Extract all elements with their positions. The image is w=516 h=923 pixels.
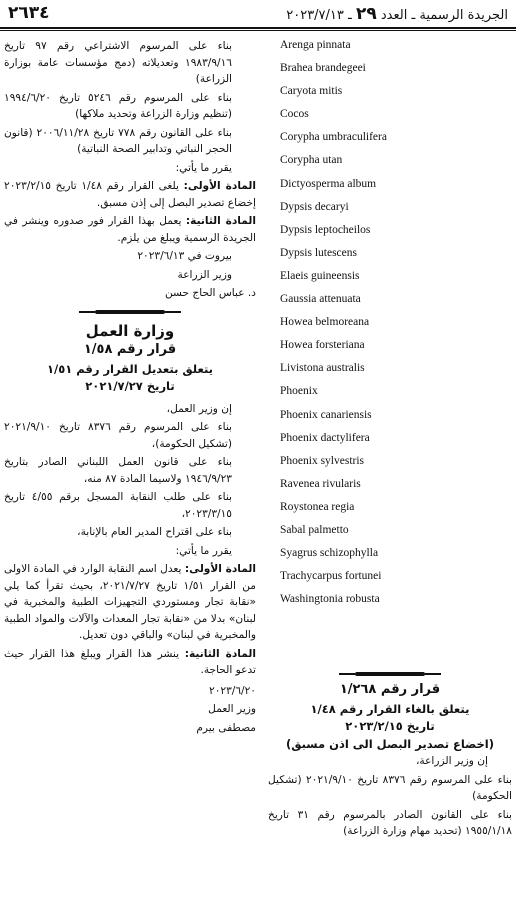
signatory-name: مصطفى بيرم (196, 721, 256, 734)
agri-decree-268 (268, 666, 512, 842)
article-2 (4, 646, 256, 679)
signatory-title: وزير العمل (208, 703, 256, 715)
species-item: Livistona australis (280, 362, 365, 375)
species-item: Corypha umbraculifera (280, 131, 387, 144)
header-rule (0, 27, 516, 29)
page-number: ٢٦٣٤ (8, 3, 50, 23)
species-item: Roystonea regia (280, 500, 355, 513)
article-text: يعدل اسم النقابة الوارد في المادة الاولى من القرار ١/٥١ تاريخ ٢٠٢١/٧/٢٧، بحيث تقرأ كما يلي «نقابة تجار ومستوردي التجهيزات الطبية والمخبرية في لبنان» بدلا من «نقابة تجار المعدات والآلات والمواد الطبية والمخبرية في لبنان» والباقي دون تعديل. (4, 563, 256, 641)
decree-subject: يتعلق بالغاء القرار رقم ١/٤٨ (310, 701, 470, 716)
decree-number: قرار رقم ١/٢٦٨ (339, 682, 441, 697)
preamble: إن وزير الزراعة، (416, 755, 488, 767)
ministry-title: وزارة العمل (85, 321, 175, 340)
preamble: إن وزير العمل، (166, 402, 232, 415)
journal-name: الجريدة الرسمية ـ العدد (380, 8, 508, 23)
decree-date: تاريخ ٢٠٢١/٧/٢٧ (85, 379, 175, 393)
article-1 (4, 178, 256, 211)
preamble: بناء على اقتراح المدير العام بالإنابة، (77, 526, 232, 538)
article-text: يعمل بهذا القرار فور صدوره وينشر في الجريدة الرسمية ويبلغ من يلزم. (4, 215, 256, 244)
species-item: Dypsis decaryi (280, 200, 349, 213)
preamble: بناء على المرسوم رقم ٨٣٧٦ تاريخ ٢٠٢١/٩/١٠ (تشكيل الحكومة) (268, 773, 512, 802)
header-rule-thin (0, 30, 516, 31)
issue-number: ٢٩ (355, 4, 377, 24)
decides: يقرر ما يأتي: (175, 544, 232, 557)
article-text: يلغى القرار رقم ١/٤٨ تاريخ ٢٠٢٣/٢/١٥ إخضاع تصدير البصل إلى إذن مسبق. (4, 180, 256, 209)
species-item: Caryota mitis (280, 85, 343, 98)
article-label: المادة الثانية: (184, 647, 256, 660)
species-item: Ravenea rivularis (280, 477, 361, 490)
species-item: Phoenix dactylifera (280, 431, 370, 444)
species-item: Dictyosperma album (280, 177, 377, 190)
species-item: Phoenix sylvestris (280, 454, 365, 467)
article-1 (4, 561, 256, 644)
species-item: Phoenix (280, 385, 318, 398)
species-item: Phoenix canariensis (280, 408, 372, 421)
species-item: Cocos (280, 108, 309, 121)
species-item: Dypsis lutescens (280, 246, 357, 259)
right-column (4, 38, 256, 738)
page-header (0, 0, 516, 28)
article-label: المادة الثانية: (185, 215, 256, 227)
section-divider (4, 304, 256, 318)
species-item: Elaeis guineensis (280, 269, 360, 282)
species-item: Howea forsteriana (280, 339, 365, 352)
preamble: بناء على المرسوم الاشتراعي رقم ٩٧ تاريخ ١٩٨٣/٩/١٦ وتعديلاته (دمج مؤسسات عامة بوزارة الزراعة) (4, 40, 232, 85)
species-item: Trachycarpus fortunei (280, 570, 382, 583)
decree-number: قرار رقم ١/٥٨ (83, 342, 177, 357)
preamble: بناء على القانون الصادر بالمرسوم رقم ٣١ تاريخ ١٩٥٥/١/١٨ (تحديد مهام وزارة الزراعة) (268, 808, 513, 837)
preamble: بناء على المرسوم رقم ٥٢٤٦ تاريخ ١٩٩٤/٦/٢٠ (تنظيم وزارة الزراعة وتحديد ملاكها) (4, 91, 232, 120)
article-label: المادة الأولى: (184, 563, 256, 575)
preamble: بناء على قانون العمل اللبناني الصادر بتاريخ ١٩٤٦/٩/٢٣ ولاسيما المادة ٨٧ منه، (4, 456, 232, 485)
species-item: Dypsis leptocheilos (280, 223, 371, 236)
article-text: ينشر هذا القرار ويبلغ هذا القرار حيث تدعو الحاجة. (4, 647, 256, 676)
article-label: المادة الأولى: (183, 180, 257, 192)
species-item: Corypha utan (280, 154, 343, 167)
species-list (268, 34, 508, 611)
preamble: بناء على المرسوم رقم ٨٣٧٦ تاريخ ٢٠٢١/٩/١٠ (تشكيل الحكومة)، (4, 421, 232, 450)
article-2 (4, 213, 256, 246)
species-item: Syagrus schizophylla (280, 547, 379, 560)
preamble: بناء على طلب النقابة المسجل برقم ٤/٥٥ تاريخ ٢٠٢٣/٣/١٥، (4, 491, 232, 520)
signatory-name: د. عباس الحاج حسن (164, 287, 256, 299)
issue-date: ـ ٢٠٢٣/٧/١٣ (286, 8, 352, 23)
species-item: Howea belmoreana (280, 316, 370, 329)
species-item: Arenga pinnata (280, 39, 351, 51)
decree-date: تاريخ ٢٠٢٣/٢/١٥ (345, 719, 435, 733)
species-item: Gaussia attenuata (280, 293, 361, 306)
species-item: Brahea brandegeei (280, 62, 366, 75)
signatory-title: وزير الزراعة (177, 268, 232, 281)
place-date: بيروت في ٢٠٢٣/٦/١٣ (137, 250, 232, 262)
decides: يقرر ما يأتي: (175, 161, 232, 174)
running-header (286, 4, 508, 24)
decree-title: (اخضاع تصدير البصل الى اذن مسبق) (285, 736, 495, 751)
species-item: Washingtonia robusta (280, 593, 380, 606)
section-divider (268, 666, 512, 680)
signature-date: ٢٠٢٣/٦/٢٠ (209, 684, 256, 697)
preamble: بناء على القانون رقم ٧٧٨ تاريخ ٢٠٠٦/١١/٢٨ (قانون الحجر النباتي وتدابير الصحة النباتية) (4, 126, 232, 155)
species-item: Sabal palmetto (280, 523, 349, 536)
decree-subject: يتعلق بتعديل القرار رقم ١/٥١ (47, 361, 213, 376)
